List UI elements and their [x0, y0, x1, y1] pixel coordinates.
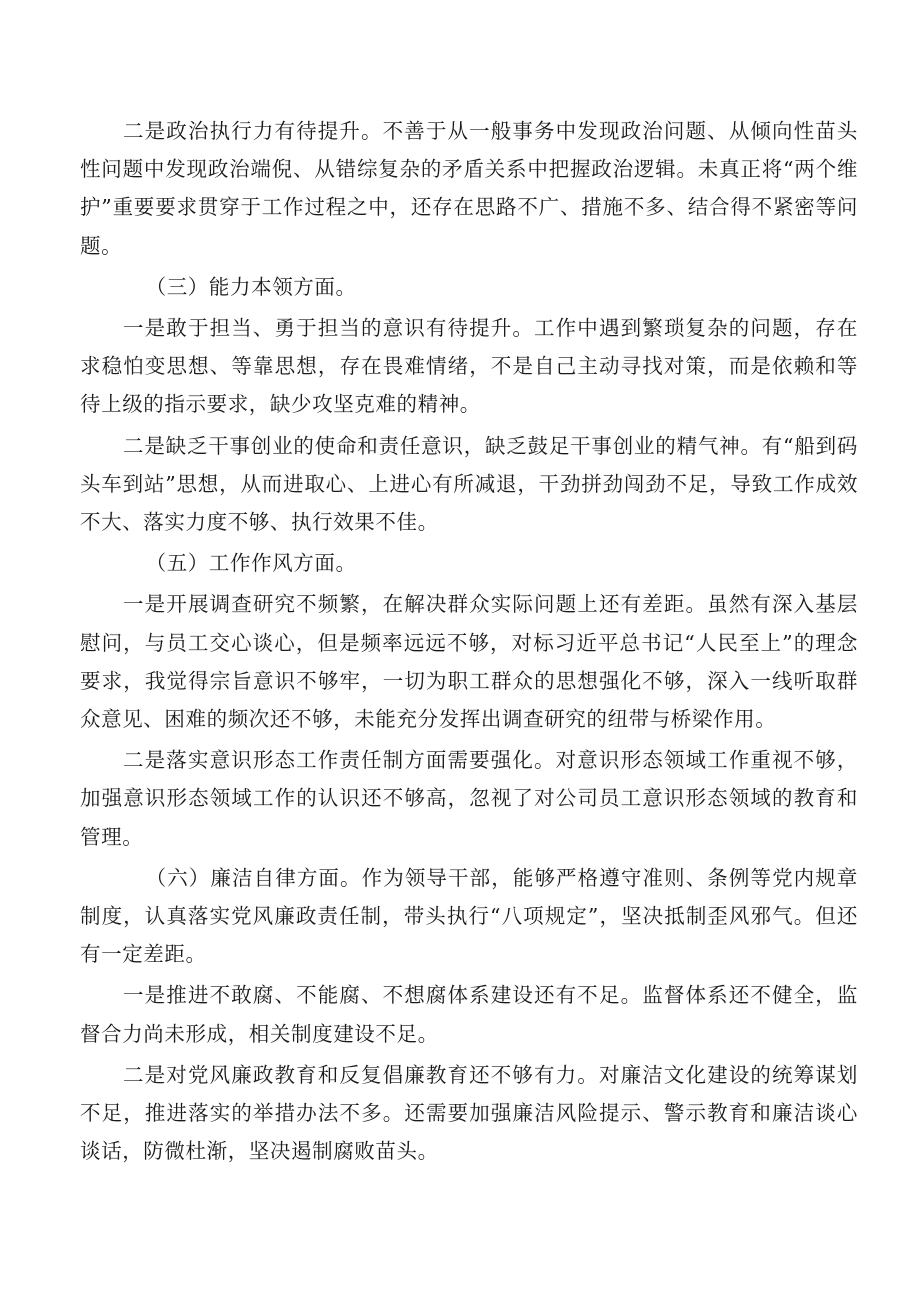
section-heading-work-style: （五）工作作风方面。 [145, 551, 357, 576]
section-heading-ability: （三）能力本领方面。 [145, 274, 357, 299]
paragraph-ideology: 二是落实意识形态工作责任制方面需要强化。对意识形态领域工作重视不够，加强意识形态领域工作的认识还不够高，忽视了对公司员工意识形态领域的教育和管理。 [80, 748, 858, 849]
paragraph-responsibility: 一是敢于担当、勇于担当的意识有待提升。工作中遇到繁琐复杂的问题，存在求稳怕变思想、等靠思想，存在畏难情绪，不是自己主动寻找对策，而是依赖和等待上级的指示要求，缺少攻坚克难的精神。 [80, 316, 858, 417]
paragraph-anti-corruption-system: 一是推进不敢腐、不能腐、不想腐体系建设还有不足。监督体系还不健全，监督合力尚未形成，相关制度建设不足。 [80, 983, 858, 1046]
section-heading-integrity: （六）廉洁自律方面。作为领导干部，能够严格遵守准则、条例等党内规章制度，认真落实党风廉政责任制，带头执行“八项规定”，坚决抵制歪风邪气。但还有一定差距。 [80, 865, 858, 967]
paragraph-mission: 二是缺乏干事创业的使命和责任意识，缺乏鼓足干事创业的精气神。有“船到码头车到站”思想，从而进取心、上进心有所减退，干劲拼劲闯劲不足，导致工作成效不大、落实力度不够、执行效果不佳。 [80, 433, 858, 535]
paragraph-investigation: 一是开展调查研究不频繁，在解决群众实际问题上还有差距。虽然有深入基层慰问，与员工交心谈心，但是频率远远不够，对标习近平总书记“人民至上”的理念要求，我觉得宗旨意识不够牢，一切为职工群众的思想强化不够，深入一线听取群众意见、困难的频次还不够，未能充分发挥出调查研究的纽带与桥梁作用。 [80, 592, 858, 732]
paragraph-political-execution: 二是政治执行力有待提升。不善于从一般事务中发现政治问题、从倾向性苗头性问题中发现政治端倪、从错综复杂的矛盾关系中把握政治逻辑。未真正将“两个维护”重要要求贯穿于工作过程之中，还存在思路不广、措施不多、结合得不紧密等问题。 [80, 119, 858, 258]
paragraph-integrity-education: 二是对党风廉政教育和反复倡廉教育还不够有力。对廉洁文化建设的统筹谋划不足，推进落实的举措办法不多。还需要加强廉洁风险提示、警示教育和廉洁谈心谈话，防微杜渐，坚决遏制腐败苗头。 [80, 1062, 858, 1164]
document-body [80, 112, 858, 1173]
